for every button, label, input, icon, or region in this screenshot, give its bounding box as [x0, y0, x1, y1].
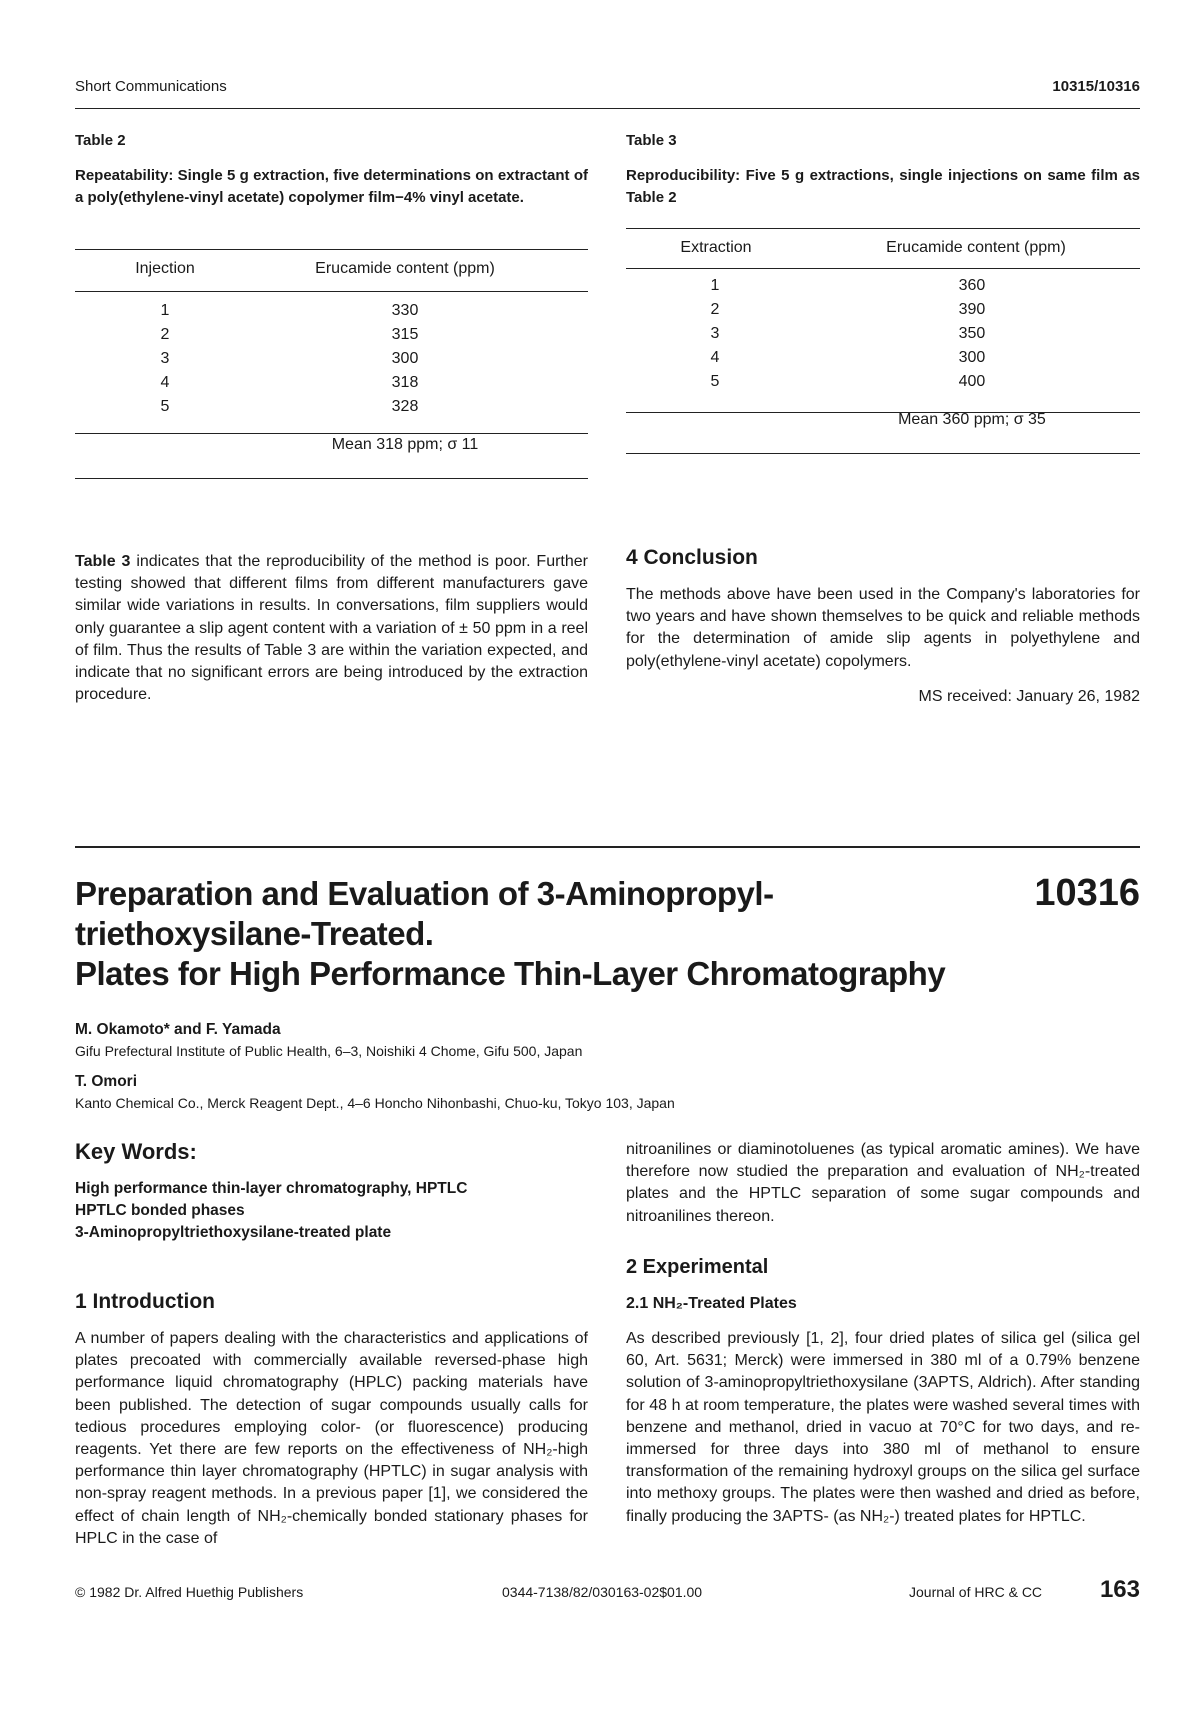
keyword: High performance thin-layer chromatography, HPTLC: [75, 1180, 468, 1197]
page-number: 163: [1099, 1576, 1140, 1603]
table3-summary: Mean 360 ppm; σ 35: [898, 411, 1046, 428]
table3-label: Table 3: [626, 132, 677, 149]
authors-1: M. Okamoto* and F. Yamada: [75, 1021, 281, 1038]
keyword: HPTLC bonded phases: [75, 1202, 245, 1219]
article-number: 10316: [1034, 872, 1140, 914]
affiliation-1: Gifu Prefectural Institute of Public Health, 6–3, Noishiki 4 Chome, Gifu 500, Japan: [75, 1043, 583, 1059]
intro-continued: nitroanilines or diaminotoluenes (as typical aromatic amines). We have therefore now studied the preparation and evaluation of NH₂-treated plates and the HPTLC separation of some sugar compounds and nitroanilines thereon.: [626, 1141, 1140, 1225]
running-header-numbers: 10315/10316: [1052, 78, 1140, 95]
table2-label: Table 2: [75, 132, 126, 149]
column-header: Erucamide content (ppm): [886, 239, 1066, 256]
keywords-list: [75, 1178, 467, 1244]
table2: [75, 249, 588, 457]
footer-journal: Journal of HRC & CC: [909, 1584, 1043, 1600]
column-header: Extraction: [680, 239, 752, 256]
keywords-heading: Key Words:: [75, 1139, 197, 1164]
intro-paragraph: A number of papers dealing with the characteristics and applications of plates precoated with commercially available reversed-phase high performance liquid chromatography (HPLC) packing materials have been published. The detection of sugar compounds usually calls for tedious procedures employing color- (or fluorescence) producing reagents. Yet there are few reports on the effectiveness of NH₂-high performance thin layer chromatography (HPTLC) in sugar analysis with non-spray reagent methods. In a previous paper [1], we considered the effect of chain length of NH₂-chemically bonded stationary phases for HPLC in the case of: [75, 1330, 588, 1547]
table2-summary: Mean 318 ppm; σ 11: [331, 436, 479, 453]
table-row: 4 300: [710, 349, 986, 366]
column-header: Injection: [135, 260, 195, 277]
affiliation-2: Kanto Chemical Co., Merck Reagent Dept., 4–6 Honcho Nihonbashi, Chuo-ku, Tokyo 103, Japan: [75, 1095, 675, 1111]
table-row: 2 390: [710, 301, 986, 318]
table2-caption: Repeatability: Single 5 g extraction, five determinations on extractant of a poly(ethylene-vinyl acetate) copolymer film−4% vinyl acetate.: [75, 167, 588, 206]
keyword: 3-Aminopropyltriethoxysilane-treated plate: [75, 1224, 392, 1241]
conclusion-heading: 4 Conclusion: [626, 546, 758, 569]
experimental-paragraph: As described previously [1, 2], four dried plates of silica gel (silica gel 60, Art. 5631; Merck) were immersed in 380 ml of a 0.79% benzene solution of 3-aminopropyltriethoxysilane (3APTS, Aldrich). After standing for 48 h at room temperature, the plates were washed several times with benzene and methanol, dried in vacuo at 70°C for two days, and re-immersed for three days into 380 ml of methanol to ensure transformation of the remaining hydroxyl groups on the silica gel surface into methoxy groups. The plates were then washed and dried as before, finally producing the 3APTS- (as NH₂-) treated plates for HPTLC.: [626, 1330, 1140, 1525]
table-row: 3 350: [710, 325, 986, 342]
column-header: Erucamide content (ppm): [315, 260, 495, 277]
footer-copyright: © 1982 Dr. Alfred Huethig Publishers: [75, 1584, 304, 1600]
running-header-section: Short Communications: [75, 78, 227, 95]
header-rule: [75, 108, 1140, 109]
article-separator: [75, 846, 1140, 848]
table-row: 3 300: [160, 350, 419, 367]
authors-2: T. Omori: [75, 1073, 138, 1090]
results-paragraph: Table 3 indicates that the reproducibility of the method is poor. Further testing showed that different films from different manufacturers gave similar wide variations in results. In conversations, film suppliers would only guarantee a slip agent content with a variation of ± 50 ppm in a reel of film. Thus the results of Table 3 are within the variation expected, and indicate that no significant errors are being introduced by the extraction procedure.: [75, 553, 589, 704]
article-title: Preparation and Evaluation of 3-Aminopropyl- triethoxysilane-Treated. Plates for High Performance Thin-Layer Chromatography: [75, 875, 946, 992]
table3-caption: Reproducibility: Five 5 g extractions, single injections on same film as Table 2: [626, 167, 1140, 206]
received-date: MS received: January 26, 1982: [918, 688, 1140, 705]
intro-heading: 1 Introduction: [75, 1290, 215, 1313]
table-row: 2 315: [160, 326, 419, 343]
experimental-subheading: 2.1 NH₂-Treated Plates: [626, 1295, 797, 1312]
table-row: 1 360: [710, 277, 986, 294]
experimental-heading: 2 Experimental: [626, 1256, 769, 1278]
table-row: 5 328: [160, 398, 419, 415]
footer-code: 0344-7138/82/030163-02$01.00: [502, 1584, 703, 1600]
table-row: 1 330: [160, 302, 419, 319]
table3: [626, 228, 1140, 432]
table-row: 5 400: [710, 373, 986, 390]
conclusion-paragraph: The methods above have been used in the Company's laboratories for two years and have shown themselves to be quick and reliable methods for the determination of amide slip agents in polyethylene and poly(ethylene-vinyl acetate) copolymers.: [626, 586, 1140, 670]
table-row: 4 318: [160, 374, 419, 391]
